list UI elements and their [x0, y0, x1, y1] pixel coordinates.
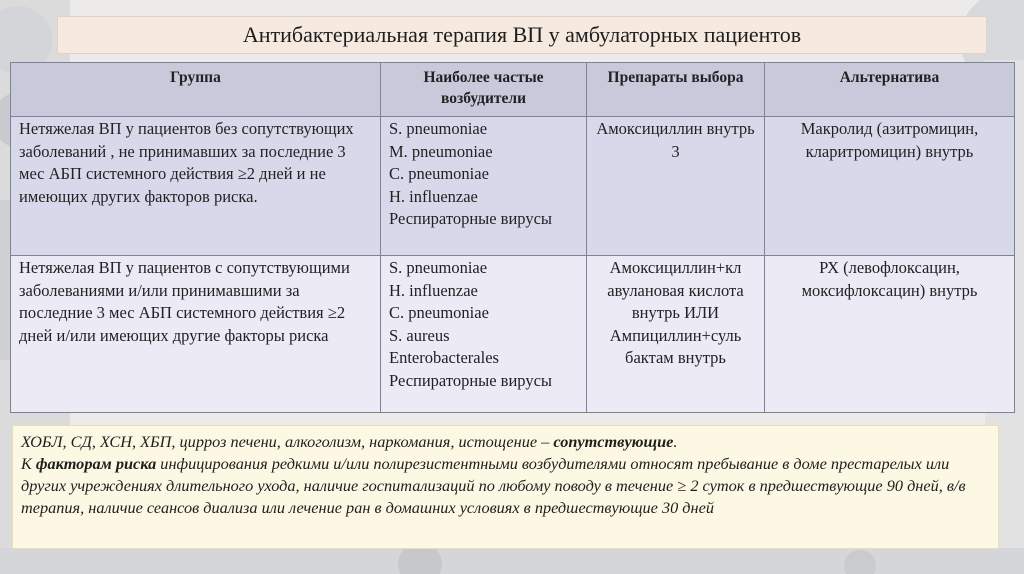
footnote-comorbidities-bold: сопутствующие [553, 432, 674, 451]
cell-alternative: РХ (левофлоксацин, моксифлоксацин) внутрь [765, 256, 1015, 413]
cell-pathogens [381, 256, 587, 413]
pathogen-item: H. influenzae [389, 186, 478, 206]
cell-alternative: Макролид (азитромицин, кларитромицин) внутрь [765, 117, 1015, 256]
footnote-comorbidities-end: . [673, 432, 678, 451]
cell-group: Нетяжелая ВП у пациентов без сопутствующих заболеваний , не принимавших за последние 3 мес АБП системного действия ≥2 дней и не имеющих других факторов риска. [11, 117, 381, 256]
pathogen-item: Enterobacterales [389, 348, 499, 367]
footnote-comorbidities-text: ХОБЛ, СД, ХСН, ХБП, цирроз печени, алкоголизм, наркомания, истощение – [21, 432, 554, 451]
table-header-row [11, 63, 1015, 117]
header-alternative: Альтернатива [765, 63, 1015, 117]
cell-group: Нетяжелая ВП у пациентов с сопутствующими заболеваниями и/или принимавшими за последние 3 мес АБП системного действия ≥2 дней и/или имеющих другие факторы риска [11, 256, 381, 413]
footnote-box [12, 425, 999, 549]
pathogen-item: S. aureus [389, 325, 450, 345]
slide-title-text: Антибактериальная терапия ВП у амбулаторных пациентов [242, 22, 802, 47]
footnote-risk-prefix: К [21, 454, 36, 473]
header-drugs: Препараты выбора [587, 63, 765, 117]
therapy-table [10, 62, 1015, 413]
pathogen-item: H. influenzae [389, 280, 478, 300]
header-group: Группа [11, 63, 381, 117]
pathogen-item: M. pneumoniae [389, 141, 493, 161]
cell-pathogens [381, 117, 587, 256]
pathogen-item: C. pneumoniae [389, 303, 489, 322]
header-pathogens: Наиболее частые возбудители [381, 63, 587, 117]
pathogen-item: S. pneumoniae [389, 119, 488, 138]
slide-title [57, 16, 987, 54]
pathogen-item: C. pneumoniae [389, 164, 489, 183]
footnote-risk-bold: факторам риска [35, 454, 157, 473]
footnote-risk-text: инфицирования редкими и/или полирезистентными возбудителями относят пребывание в доме престарелых или других учреждениях длительного ухода, наличие госпитализаций по любому поводу в течение ≥ 2 суток в предшествующие 90 дней, в/в терапия, наличие сеансов диализа или лечение ран в домашних условиях в предшествующие 30 дней [21, 454, 966, 517]
table-row [11, 256, 1015, 413]
footnote-comorbidities [21, 431, 990, 453]
cell-drugs: Амоксициллин внутрь 3 [587, 117, 765, 256]
cell-drugs: Амоксициллин+кл авулановая кислота внутрь ИЛИ Ампициллин+суль бактам внутрь [587, 256, 765, 413]
footnote-risk-factors [21, 453, 990, 519]
pathogen-item: Респираторные вирусы [389, 209, 552, 228]
pathogen-item: Респираторные вирусы [389, 370, 552, 390]
table-row [11, 117, 1015, 256]
pathogen-item: S. pneumoniae [389, 258, 488, 277]
